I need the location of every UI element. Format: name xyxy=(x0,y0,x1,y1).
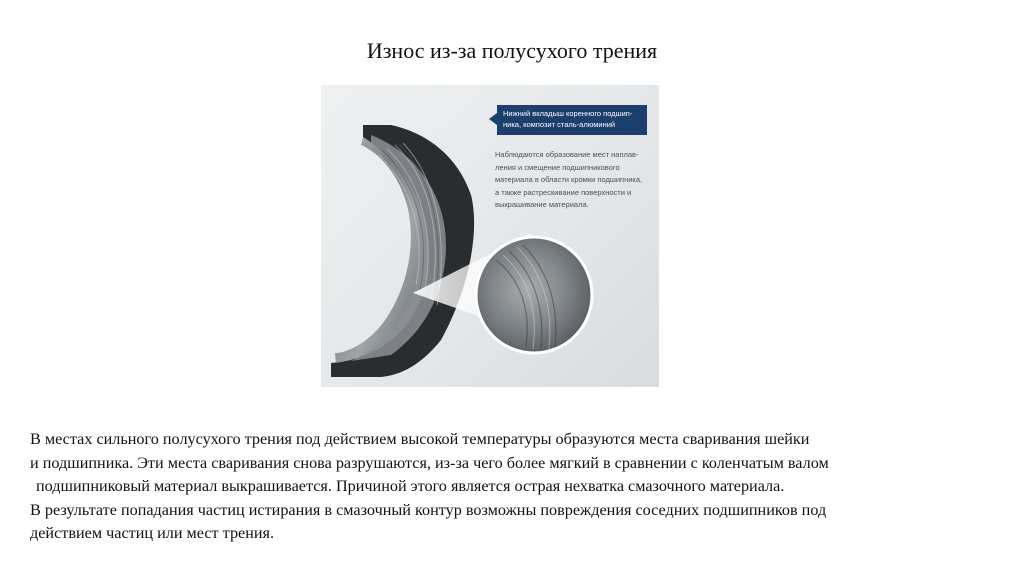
bearing-photo xyxy=(321,85,659,387)
callout-pointer xyxy=(489,113,497,125)
callout-description: Наблюдаются образование мест наплав- ления и смещение подшипникового материала в области кромки подшипника, а также растрескивание поверхности и выкрашивание материала. xyxy=(495,150,643,209)
slide-title: Износ из-за полусухого трения xyxy=(366,38,658,63)
body-text xyxy=(30,428,1000,546)
body-line: и подшипника. Эти места сваривания снова разрушаются, из-за чего более мягкий в сравнении с коленчатым валом xyxy=(30,453,829,472)
body-line: подшипниковый материал выкрашивается. Причиной этого является острая нехватка смазочного материала. xyxy=(36,477,785,495)
body-line: В результате попадания частиц истирания в смазочный контур возможны повреждения соседних подшипников под xyxy=(30,500,827,519)
callout-title: Нижний вкладыш коренного подшип- ника, композит сталь-алюминий xyxy=(503,109,633,129)
body-line: В местах сильного полусухого трения под действием высокой температуры образуются места сваривания шейки xyxy=(30,430,810,448)
body-line: действием частиц или мест трения. xyxy=(30,524,275,542)
callout-label-box xyxy=(497,105,647,135)
